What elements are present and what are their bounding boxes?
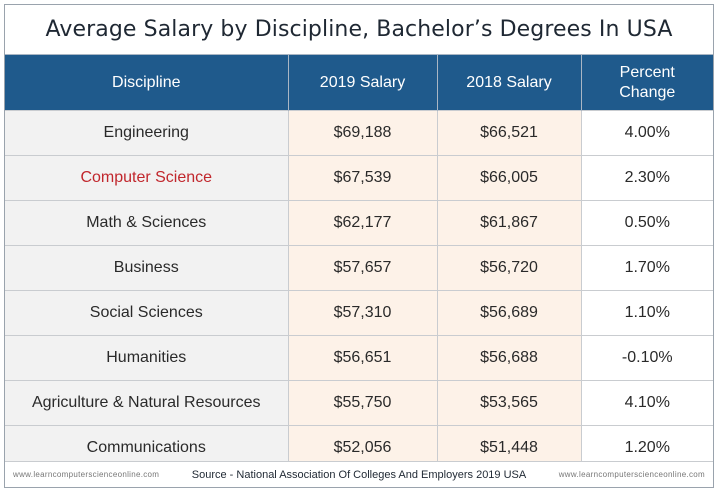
cell-2019-salary: $57,310 (288, 291, 437, 336)
cell-discipline: Humanities (5, 336, 288, 381)
cell-percent-change: 4.00% (581, 111, 713, 156)
cell-2019-salary: $62,177 (288, 201, 437, 246)
table-row (5, 111, 713, 156)
cell-2018-salary: $66,521 (437, 111, 581, 156)
table-title: Average Salary by Discipline, Bachelor’s Degrees In USA (5, 5, 713, 54)
table-row (5, 156, 713, 201)
cell-discipline: Engineering (5, 111, 288, 156)
cell-discipline: Computer Science (5, 156, 288, 201)
cell-2018-salary: $66,005 (437, 156, 581, 201)
salary-table (5, 54, 713, 471)
cell-percent-change: 4.10% (581, 381, 713, 426)
cell-percent-change: -0.10% (581, 336, 713, 381)
cell-discipline: Communications (5, 426, 288, 471)
cell-percent-change: 0.50% (581, 201, 713, 246)
table-row (5, 201, 713, 246)
cell-2018-salary: $53,565 (437, 381, 581, 426)
cell-2019-salary: $57,657 (288, 246, 437, 291)
cell-percent-change: 1.10% (581, 291, 713, 336)
table-row (5, 381, 713, 426)
cell-discipline: Agriculture & Natural Resources (5, 381, 288, 426)
column-header-percent-change: Percent Change (581, 55, 713, 111)
table-row (5, 246, 713, 291)
footer (5, 461, 713, 487)
cell-2019-salary: $69,188 (288, 111, 437, 156)
cell-2018-salary: $61,867 (437, 201, 581, 246)
cell-discipline: Math & Sciences (5, 201, 288, 246)
cell-2019-salary: $56,651 (288, 336, 437, 381)
cell-2018-salary: $56,720 (437, 246, 581, 291)
cell-discipline: Social Sciences (5, 291, 288, 336)
header-row (5, 55, 713, 111)
cell-2019-salary: $52,056 (288, 426, 437, 471)
cell-2018-salary: $51,448 (437, 426, 581, 471)
cell-percent-change: 2.30% (581, 156, 713, 201)
cell-2019-salary: $67,539 (288, 156, 437, 201)
cell-percent-change: 1.70% (581, 246, 713, 291)
footer-website-left: www.learncomputerscienceonline.com (13, 470, 160, 479)
salary-table-figure (4, 4, 714, 488)
cell-percent-change: 1.20% (581, 426, 713, 471)
cell-discipline: Business (5, 246, 288, 291)
table-body (5, 111, 713, 471)
column-header-2018-salary: 2018 Salary (437, 55, 581, 111)
footer-website-right: www.learncomputerscienceonline.com (558, 470, 705, 479)
column-header-discipline: Discipline (5, 55, 288, 111)
cell-2019-salary: $55,750 (288, 381, 437, 426)
footer-source: Source - National Association Of Colleges And Employers 2019 USA (191, 468, 527, 481)
column-header-2019-salary: 2019 Salary (288, 55, 437, 111)
cell-2018-salary: $56,688 (437, 336, 581, 381)
table-row (5, 291, 713, 336)
table-row (5, 336, 713, 381)
cell-2018-salary: $56,689 (437, 291, 581, 336)
